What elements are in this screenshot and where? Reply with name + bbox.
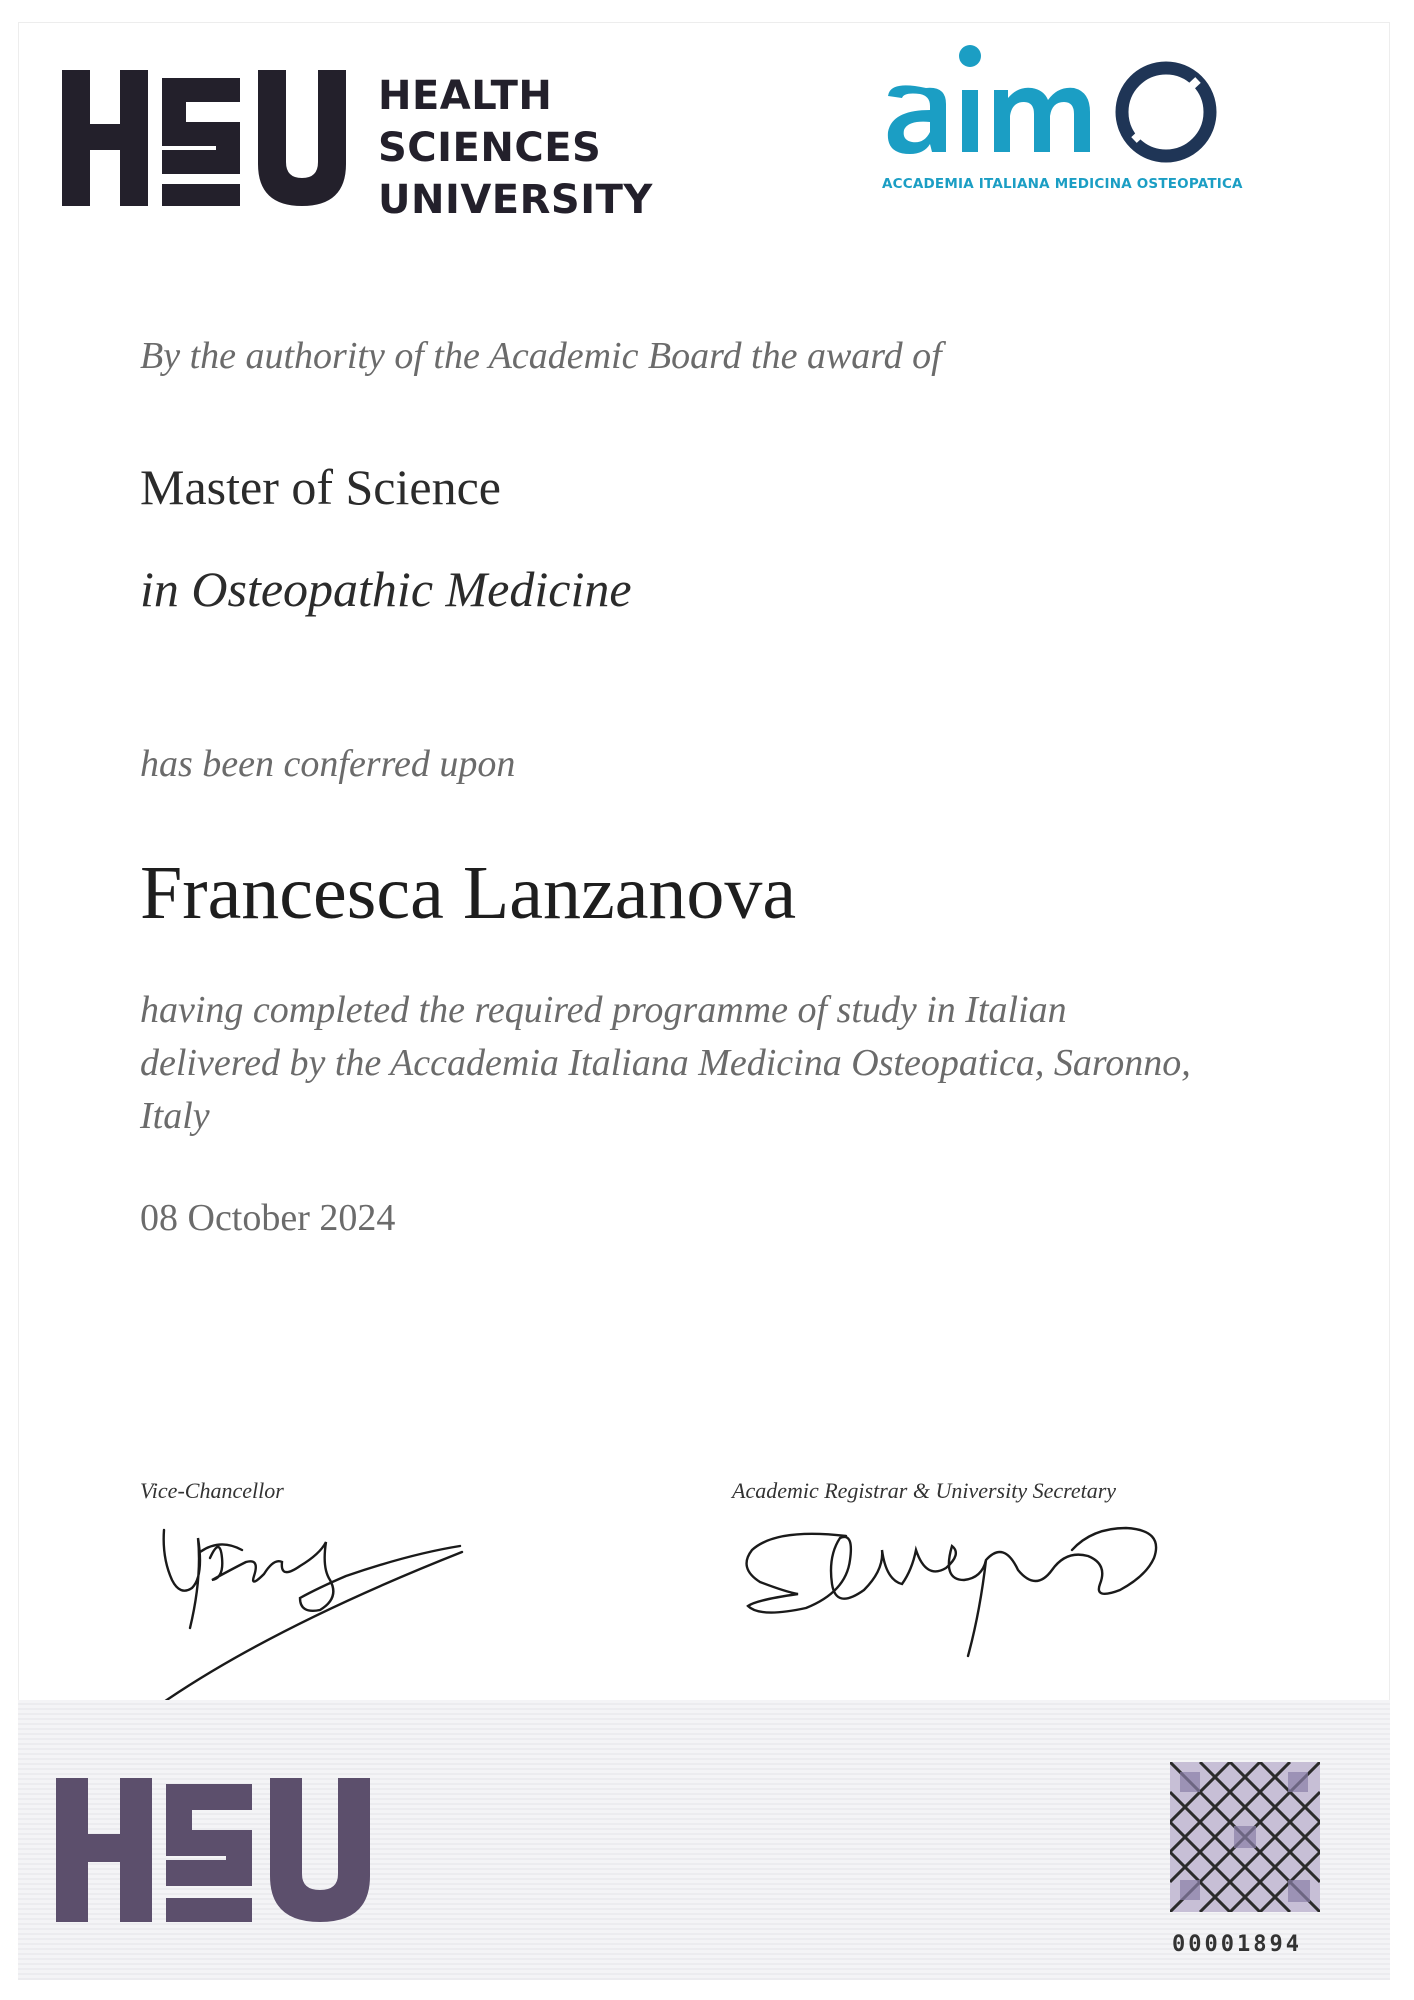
hsu-word-health: HEALTH [378, 73, 553, 119]
hsu-header-logo [62, 70, 662, 223]
vice-chancellor-signature [150, 1518, 470, 1718]
aimo-logo [876, 36, 1276, 206]
hsu-wordmark [378, 70, 653, 226]
registrar-label: Academic Registrar & University Secretary [732, 1478, 1117, 1503]
hologram-pattern [1170, 1762, 1320, 1912]
hsu-word-sciences: SCIENCES [378, 125, 602, 171]
degree-field: in Osteopathic Medicine [140, 561, 632, 617]
hsu-logo-mark [62, 70, 362, 210]
aimo-logo-mark [876, 36, 1276, 176]
hsu-word-university: UNIVERSITY [378, 177, 653, 223]
authority-line: By the authority of the Academic Board the award of [140, 335, 942, 377]
completion-line: Italy [140, 1095, 210, 1137]
completion-statement [140, 984, 1340, 1143]
recipient-name: Francesca Lanzanova [140, 851, 797, 935]
vice-chancellor-label: Vice-Chancellor [140, 1478, 284, 1503]
completion-line: delivered by the Accademia Italiana Medicina Osteopatica, Saronno, [140, 1042, 1191, 1084]
award-date: 08 October 2024 [140, 1197, 396, 1239]
completion-line: having completed the required programme of study in Italian [140, 989, 1067, 1031]
conferred-line: has been conferred upon [140, 743, 516, 785]
security-hologram [1170, 1762, 1320, 1912]
serial-number: 00001894 [1172, 1932, 1302, 1957]
hsu-footer-logo [56, 1770, 386, 1930]
registrar-signature [736, 1520, 1176, 1670]
aimo-tagline: ACCADEMIA ITALIANA MEDICINA OSTEOPATICA [882, 176, 1243, 192]
degree-title: Master of Science [140, 459, 501, 515]
